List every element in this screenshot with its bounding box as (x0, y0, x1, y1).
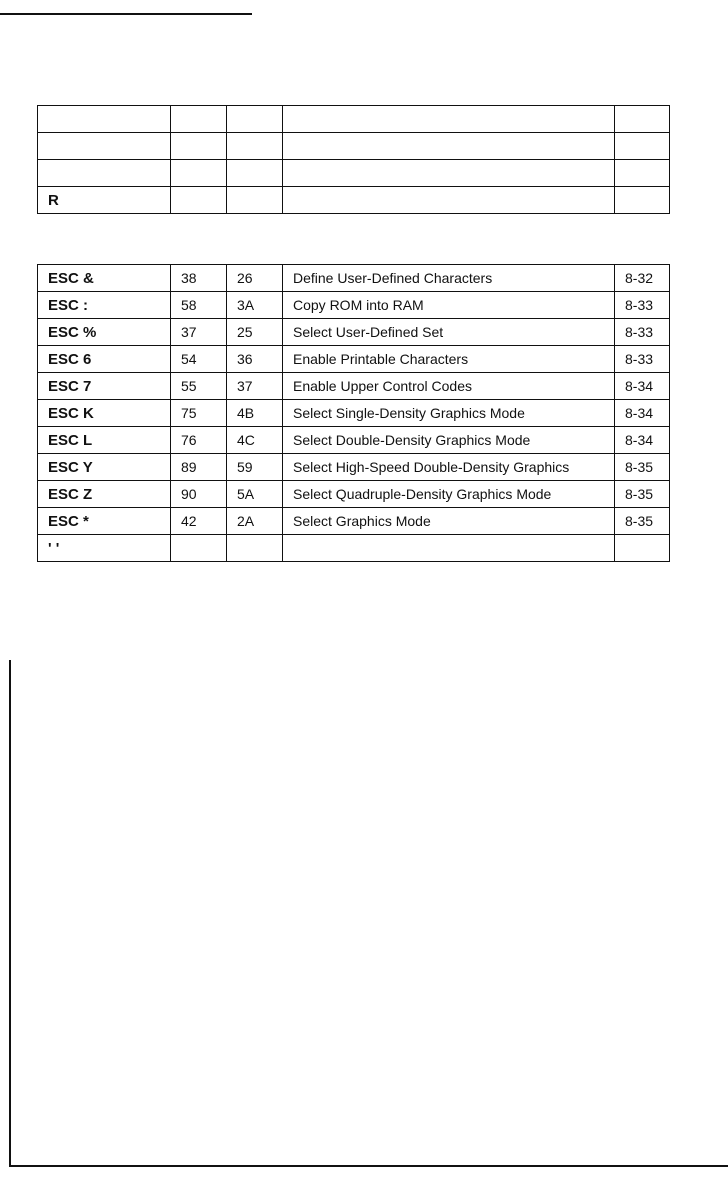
cell-desc (283, 106, 615, 133)
cell-code: ESC K (38, 400, 171, 427)
cell-desc: Define User-Defined Characters (283, 265, 615, 292)
cell-dec (171, 106, 227, 133)
cell-hex: 5A (227, 481, 283, 508)
cell-code: ESC 7 (38, 373, 171, 400)
cell-code: ESC * (38, 508, 171, 535)
table-row (38, 454, 670, 481)
cell-hex (227, 187, 283, 214)
cell-page: 8-32 (615, 265, 670, 292)
table-row (38, 427, 670, 454)
summary-table-partial (37, 105, 670, 214)
cell-code: ' ' (38, 535, 171, 562)
cell-code: ESC : (38, 292, 171, 319)
cell-code (38, 160, 171, 187)
cell-desc: Enable Printable Characters (283, 346, 615, 373)
cell-hex: 25 (227, 319, 283, 346)
cell-hex: 59 (227, 454, 283, 481)
cell-desc: Select High-Speed Double-Density Graphics (283, 454, 615, 481)
table-row (38, 373, 670, 400)
cell-desc: Select Single-Density Graphics Mode (283, 400, 615, 427)
cell-hex (227, 133, 283, 160)
cell-code: ESC Y (38, 454, 171, 481)
cell-page (615, 160, 670, 187)
cell-dec: 54 (171, 346, 227, 373)
cell-page: 8-35 (615, 454, 670, 481)
cell-dec: 90 (171, 481, 227, 508)
cell-hex (227, 160, 283, 187)
cell-desc (283, 187, 615, 214)
cell-page: 8-35 (615, 481, 670, 508)
cell-page (615, 133, 670, 160)
cell-dec: 55 (171, 373, 227, 400)
cell-page: 8-33 (615, 319, 670, 346)
cell-dec: 58 (171, 292, 227, 319)
cell-hex: 4B (227, 400, 283, 427)
cell-dec: 75 (171, 400, 227, 427)
left-margin-rule (9, 660, 11, 1165)
cell-code: ESC 6 (38, 346, 171, 373)
table-row (38, 133, 670, 160)
cell-dec: 38 (171, 265, 227, 292)
cell-desc (283, 160, 615, 187)
cell-desc: Enable Upper Control Codes (283, 373, 615, 400)
cell-dec: 42 (171, 508, 227, 535)
bottom-rule (9, 1165, 728, 1167)
table-row (38, 160, 670, 187)
cell-hex: 26 (227, 265, 283, 292)
cell-dec (171, 133, 227, 160)
table-row (38, 265, 670, 292)
cell-code (38, 106, 171, 133)
table-row (38, 292, 670, 319)
table-row (38, 319, 670, 346)
cell-code: ESC Z (38, 481, 171, 508)
cell-hex: 4C (227, 427, 283, 454)
table-row (38, 508, 670, 535)
cell-page: 8-33 (615, 292, 670, 319)
cell-dec: 89 (171, 454, 227, 481)
cell-dec: 37 (171, 319, 227, 346)
cell-page: 8-35 (615, 508, 670, 535)
cell-desc: Select User-Defined Set (283, 319, 615, 346)
table-row (38, 346, 670, 373)
cell-code: R (38, 187, 171, 214)
cell-dec (171, 535, 227, 562)
cell-dec (171, 160, 227, 187)
cell-dec: 76 (171, 427, 227, 454)
cell-desc (283, 535, 615, 562)
cell-code (38, 133, 171, 160)
cell-page (615, 106, 670, 133)
table-row (38, 400, 670, 427)
cell-code: ESC L (38, 427, 171, 454)
cell-hex: 2A (227, 508, 283, 535)
cell-page: 8-33 (615, 346, 670, 373)
table-row (38, 481, 670, 508)
cell-hex (227, 106, 283, 133)
cell-page: 8-34 (615, 400, 670, 427)
cell-code: ESC % (38, 319, 171, 346)
cell-page (615, 535, 670, 562)
cell-desc (283, 133, 615, 160)
cell-hex: 3A (227, 292, 283, 319)
cell-desc: Select Graphics Mode (283, 508, 615, 535)
cell-desc: Select Double-Density Graphics Mode (283, 427, 615, 454)
cell-code: ESC & (38, 265, 171, 292)
cell-hex: 37 (227, 373, 283, 400)
cell-desc: Select Quadruple-Density Graphics Mode (283, 481, 615, 508)
table-row (38, 187, 670, 214)
cell-desc: Copy ROM into RAM (283, 292, 615, 319)
cell-dec (171, 187, 227, 214)
cell-hex: 36 (227, 346, 283, 373)
top-rule (0, 13, 252, 15)
command-table (37, 264, 670, 562)
cell-page: 8-34 (615, 373, 670, 400)
cell-hex (227, 535, 283, 562)
cell-page: 8-34 (615, 427, 670, 454)
table-row (38, 106, 670, 133)
table-row (38, 535, 670, 562)
cell-page (615, 187, 670, 214)
